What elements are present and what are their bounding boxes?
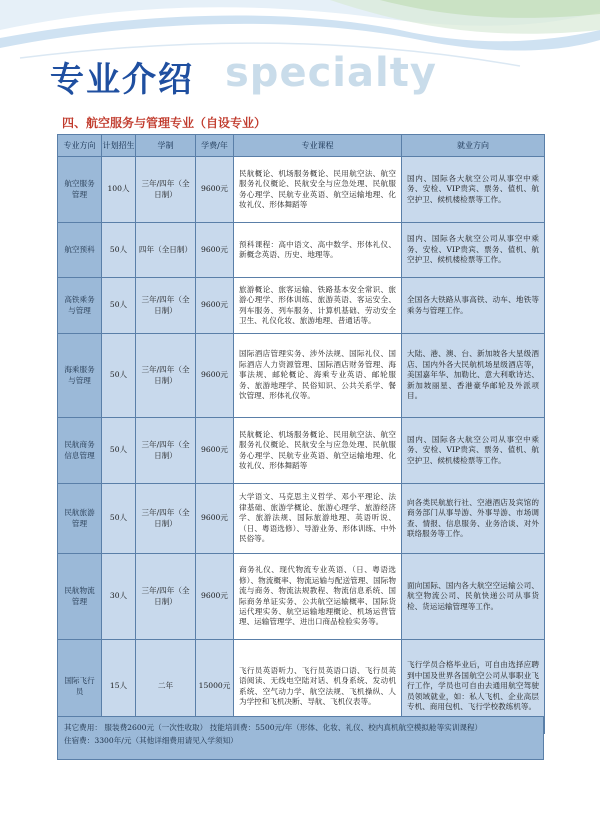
- cell-jobs: 全国各大铁路从事高铁、动车、地铁等乘务与管理工作。: [402, 278, 545, 334]
- table-row: [58, 484, 545, 554]
- cell-plan: 50人: [102, 223, 136, 278]
- cell-fee: 9600元: [196, 334, 234, 418]
- other-fees-line-2: 住宿费：3300年/元（其他详细费用请见入学须知）: [64, 735, 238, 745]
- section-title: 四、航空服务与管理专业（自设专业）: [62, 116, 267, 130]
- cell-direction: 民航旅游管理: [58, 484, 102, 554]
- cell-courses: 国际酒店管理实务、涉外法规、国际礼仪、国际酒店人力资源管理、国际酒店财务管理、海事法规、邮轮概论、海乘专业英语、邮轮服务、旅游地理学、民俗知识、公共关系学、餐饮管理、形体礼仪等。: [234, 334, 402, 418]
- program-table: [57, 134, 545, 734]
- table-row: [58, 157, 545, 223]
- cell-courses: 旅游概论、旅客运输、铁路基本安全常识、旅游心理学、形体训练、旅游英语、客运安全、列车服务、列车服务、计算机基础、劳动安全卫生、礼仪化妆、旅游地理、普通话等。: [234, 278, 402, 334]
- cell-system: 三年/四年（全日制）: [136, 554, 196, 640]
- table-row: [58, 223, 545, 278]
- cell-plan: 50人: [102, 278, 136, 334]
- header-title-en: specialty: [225, 50, 437, 96]
- header-title-cn: 专业介绍: [50, 60, 194, 100]
- table-row: [58, 334, 545, 418]
- cell-plan: 50人: [102, 418, 136, 484]
- table-row: [58, 554, 545, 640]
- cell-plan: 50人: [102, 334, 136, 418]
- cell-plan: 30人: [102, 554, 136, 640]
- cell-plan: 50人: [102, 484, 136, 554]
- cell-fee: 9600元: [196, 554, 234, 640]
- cell-fee: 9600元: [196, 157, 234, 223]
- cell-system: 三年/四年（全日制）: [136, 157, 196, 223]
- header-system: 学制: [136, 135, 196, 157]
- cell-courses: 大学语文、马克思主义哲学、邓小平理论、法律基础、旅游学概论、旅游心理学、旅游经济学、旅游法规、国际旅游地理、英语听说、（日、粤语选修）、导游业务、形体训练、中外民俗等。: [234, 484, 402, 554]
- cell-jobs: 飞行学员合格毕业后，可自由选择应聘到中国及世界各国航空公司从事职业飞行工作，学员也可自由去通用航空驾驶员领域就业，如：私人飞机、企业高层专机、商用包机、飞行学校教练机等。: [402, 640, 545, 734]
- other-fees-box: [57, 716, 544, 760]
- cell-jobs: 国内、国际各大航空公司从事空中乘务、安检、VIP贵宾、票务、值机、航空护卫、候机楼检票等工作。: [402, 223, 545, 278]
- cell-jobs: 国内、国际各大航空公司从事空中乘务、安检、VIP贵宾、票务、值机、航空护卫、候机楼检票等工作。: [402, 157, 545, 223]
- cell-direction: 国际飞行员: [58, 640, 102, 734]
- cell-courses: 商务礼仪、现代物流专业英语、（日、粤语选修）、物流概率、物流运输与配送管理、国际物流与商务、物流法规教程、物流信息系统、国际商务单证实务、公共航空运输概率、国际货运代理实务、航空运输地理概论、机场运营管理、运输管理学、进出口商品检验实务等。: [234, 554, 402, 640]
- cell-fee: 15000元: [196, 640, 234, 734]
- cell-system: 四年（全日制）: [136, 223, 196, 278]
- cell-fee: 9600元: [196, 418, 234, 484]
- cell-jobs: 面向国际、国内各大航空空运输公司、航空物流公司、民航快递公司从事货检、货运运输管理等工作。: [402, 554, 545, 640]
- cell-plan: 100人: [102, 157, 136, 223]
- header-fee: 学费/年: [196, 135, 234, 157]
- cell-direction: 航空服务管理: [58, 157, 102, 223]
- other-fees-line-1: 其它费用： 服装费2600元（一次性收取） 技能培训费：5500元/年（形体、化妆、礼仪、校内真机航空模拟舱等实训课程）: [64, 723, 483, 732]
- cell-system: 三年/四年（全日制）: [136, 278, 196, 334]
- cell-plan: 15人: [102, 640, 136, 734]
- header-direction: 专业方向: [58, 135, 102, 157]
- header-band: [0, 0, 600, 110]
- cell-fee: 9600元: [196, 223, 234, 278]
- cell-direction: 高铁乘务与管理: [58, 278, 102, 334]
- header-plan: 计划招生: [102, 135, 136, 157]
- cell-direction: 民航商务信息管理: [58, 418, 102, 484]
- table-row: [58, 278, 545, 334]
- cell-system: 二年: [136, 640, 196, 734]
- cell-jobs: 国内、国际各大航空公司从事空中乘务、安检、VIP贵宾、票务、值机、航空护卫、候机楼检票等工作。: [402, 418, 545, 484]
- header-courses: 专业课程: [234, 135, 402, 157]
- cell-system: 三年/四年（全日制）: [136, 334, 196, 418]
- table-row: [58, 418, 545, 484]
- cell-fee: 9600元: [196, 484, 234, 554]
- cell-courses: 预科课程：高中语文、高中数学、形体礼仪、新概念英语、历史、地理等。: [234, 223, 402, 278]
- header-jobs: 就业方向: [402, 135, 545, 157]
- cell-jobs: 向各类民航旅行社、空港酒店及宾馆的商务部门从事导游、外事导游、市场调查、情报、信息服务、业务洽谈、对外联络服务等工作。: [402, 484, 545, 554]
- cell-direction: 海乘服务与管理: [58, 334, 102, 418]
- cell-courses: 民航概论、机场服务概论、民用航空法、航空服务礼仪概论、民航安全与应急处理、民航服务心理学、民航专业英语、航空运输地理、化妆礼仪、形体舞蹈等: [234, 418, 402, 484]
- table-header-row: [58, 135, 545, 157]
- cell-system: 三年/四年（全日制）: [136, 418, 196, 484]
- cell-fee: 9600元: [196, 278, 234, 334]
- cell-system: 三年/四年（全日制）: [136, 484, 196, 554]
- cell-courses: 民航概论、机场服务概论、民用航空法、航空服务礼仪概论、民航安全与应急处理、民航服务心理学、民航专业英语、航空运输地理、化妆礼仪、形体舞蹈等: [234, 157, 402, 223]
- cell-courses: 飞行员英语听力、飞行员英语口语、飞行员英语阅读、无线电空陆对话、机身系统、发动机系统、空气动力学、航空法规、飞机操纵、人为学控和飞机决断、导航、飞机仪表等。: [234, 640, 402, 734]
- cell-jobs: 大陆、港、澳、台、新加坡各大星级酒店、国内外各大民航机场星级酒店等，美国嘉年华、加勒比、意大利歌诗达、新加坡丽星、香港豪华邮轮及外派项目。: [402, 334, 545, 418]
- cell-direction: 民航物流管理: [58, 554, 102, 640]
- cell-direction: 航空预科: [58, 223, 102, 278]
